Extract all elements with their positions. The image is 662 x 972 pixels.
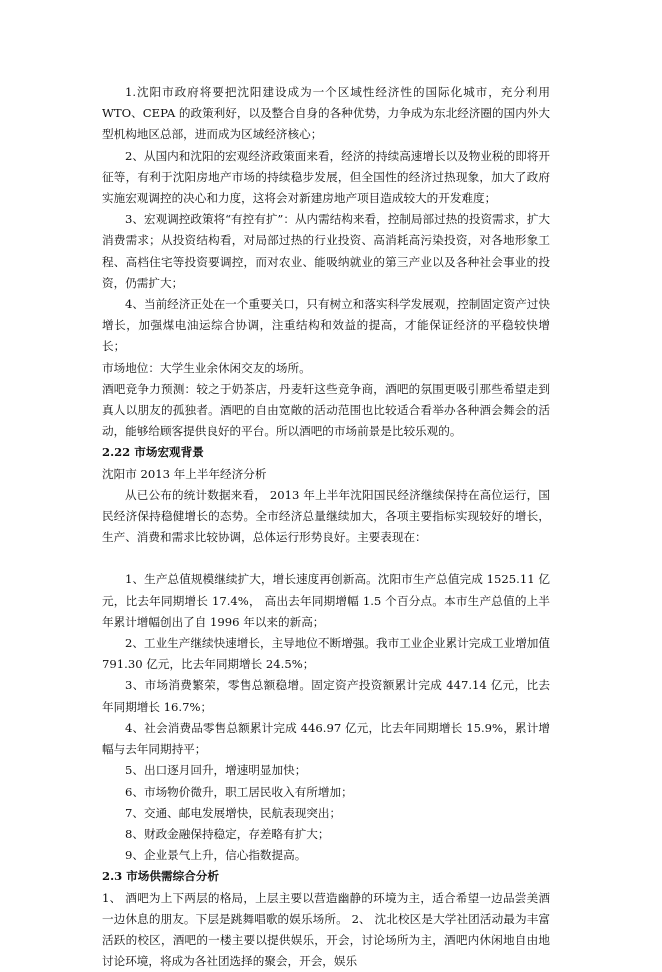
document-page (102, 82, 550, 972)
item-2013-3: 3、市场消费繁荣，零售总额稳增。固定资产投资额累计完成 447.14 亿元，比去年同期增长 16.7%； (102, 678, 550, 714)
subheading-2013-analysis: 沈阳市 2013 年上半年经济分析 (102, 466, 267, 481)
supply-demand-text: 1、 酒吧为上下两层的格局，上层主要以营造幽静的环境为主，适合希望一边品尝美酒一边休息的朋友。下层是跳舞唱歌的娱乐场所。 2、 沈北校区是大学社团活动最为丰富活跃的校区，酒吧的一楼主要以提供娱乐，开会，讨论场所为主，酒吧内休闲地自由地讨论环境，将成为各社团选择的聚会，开会，娱乐 (102, 890, 550, 969)
item-2013-1: 1、生产总值规模继续扩大，增长速度再创新高。沈阳市生产总值完成 1525.11 亿元，比去年同期增长 17.4%， 高出去年同期增幅 1.5 个百分点。本市生产总值的上半年累计增幅创出了自 1996 年以来的新高； (102, 572, 550, 629)
section-heading-2-3: 2.3 市场供需综合分析 (102, 869, 219, 884)
blank-line (102, 548, 550, 569)
item-2013-2: 2、工业生产继续快速增长，主导地位不断增强。我市工业企业累计完成工业增加值 791.30 亿元，比去年同期增长 24.5%； (102, 636, 550, 672)
item-2013-6: 6、市场物价微升，职工居民收入有所增加； (125, 784, 353, 799)
market-position-text: 市场地位：大学生业余休闲交友的场所。 (102, 360, 311, 375)
paragraph-point-4: 4、当前经济正处在一个重要关口，只有树立和落实科学发展观，控制固定资产过快增长，加强煤电油运综合协调，注重结构和效益的提高，才能保证经济的平稳较快增长； (102, 297, 550, 354)
item-2013-5: 5、出口逐月回升，增速明显加快； (125, 763, 307, 778)
item-2013-8: 8、财政金融保持稳定，存差略有扩大； (125, 826, 330, 841)
competition-forecast-text: 酒吧竞争力预测：较之于奶茶店，丹麦轩这些竞争商，酒吧的氛围更吸引那些希望走到真人以朋友的孤独者。酒吧的自由宽敞的活动范围也比较适合看举办各种酒会舞会的活动，能够给顾客提供良好的平台。所以酒吧的市场前景是比较乐观的。 (102, 381, 550, 439)
paragraph-point-1: 1.沈阳市政府将要把沈阳建设成为一个区域性经济性的国际化城市，充分利用 WTO、CEPA 的政策利好，以及整合自身的各种优势，力争成为东北经济圈的国内外大型机构地区总部，进而成为区域经济核心； (102, 85, 550, 142)
item-2013-7: 7、交通、邮电发展增快，民航表现突出； (125, 805, 342, 820)
paragraph-point-3: 3、宏观调控政策将“有控有扩”：从内需结构来看，控制局部过热的投资需求，扩大消费需求；从投资结构看，对局部过热的行业投资、高消耗高污染投资，对各地形象工程、高档住宅等投资要调控，而对农业、能吸纳就业的第三产业以及各种社会事业的投资，仍需扩大； (102, 212, 551, 290)
item-2013-4: 4、社会消费品零售总额累计完成 446.97 亿元，比去年同期增长 15.9%，累计增幅与去年同期持平； (102, 720, 550, 757)
intro-2013-text: 从已公布的统计数据来看， 2013 年上半年沈阳国民经济继续保持在高位运行，国民经济保持稳健增长的态势。全市经济总量继续加大，各项主要指标实现较好的增长，生产、消费和需求比较协调，总体运行形势良好。主要表现在： (102, 487, 550, 545)
item-2013-9: 9、企业景气上升，信心指数提高。 (125, 848, 307, 863)
paragraph-point-2: 2、从国内和沈阳的宏观经济政策面来看，经济的持续高速增长以及物业税的即将开征等，有利于沈阳房地产市场的持续稳步发展，但全国性的经济过热现象，加大了政府实施宏观调控的决心和力度，这将会对新建房地产项目造成较大的开发难度； (102, 148, 550, 206)
section-heading-2-22: 2.22 市场宏观背景 (102, 445, 204, 460)
